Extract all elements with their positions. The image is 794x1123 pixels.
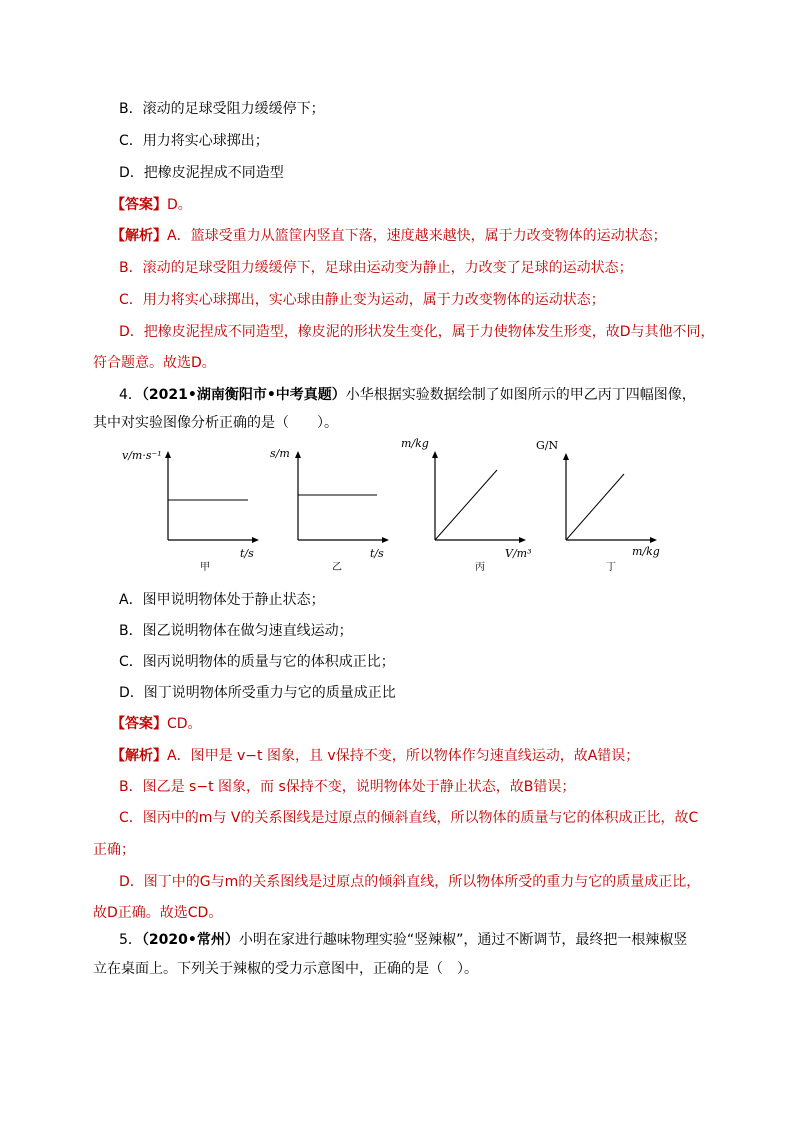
question-4-line2: 其中对实验图像分析正确的是（ ）。	[93, 415, 338, 431]
question-source: （2020•常州）	[141, 932, 239, 948]
analysis-tag: 【解析】	[111, 228, 167, 244]
graph-line	[566, 474, 624, 540]
y-axis-label: s/m	[270, 447, 290, 460]
answer-3	[111, 195, 192, 215]
question-number: 5．	[119, 932, 142, 948]
question-source: （2021•湖南衡阳市•中考真题）	[141, 387, 346, 403]
option-b: B．滚动的足球受阻力缓缓停下；	[119, 101, 325, 117]
x-axis-label: V/m³	[505, 547, 532, 560]
q4-option-a: A．图甲说明物体处于静止状态；	[119, 592, 325, 608]
graph-caption: 丙	[475, 562, 485, 573]
analysis-3-a	[111, 226, 667, 246]
graph-bing	[387, 437, 537, 579]
analysis-3-b: B．滚动的足球受阻力缓缓停下，足球由运动变为静止，力改变了足球的运动状态；	[119, 260, 633, 276]
analysis-4-c2: 正确；	[93, 842, 135, 858]
answer-text: CD。	[167, 716, 202, 732]
analysis-text: A．图甲是 v−t 图象，且 v保持不变，所以物体作匀速直线运动，故A错误；	[167, 748, 640, 764]
q4-option-c: C．图丙说明物体的质量与它的体积成正比；	[119, 654, 395, 670]
answer-text: D。	[167, 197, 192, 213]
graph-yi	[250, 445, 400, 579]
x-axis-label: t/s	[370, 547, 384, 560]
analysis-4-d2: 故D正确。故选CD。	[93, 905, 223, 921]
y-axis-label: v/m·s⁻¹	[122, 449, 162, 462]
question-text: 小明在家进行趣味物理实验“竖辣椒”，通过不断调节，最终把一根辣椒竖	[238, 932, 688, 948]
analysis-4-a	[111, 746, 639, 766]
x-axis-label: t/s	[240, 547, 254, 560]
analysis-3-d1: D．把橡皮泥捏成不同造型，橡皮泥的形状发生变化，属于力使物体发生形变，故D与其他不同，	[119, 324, 715, 340]
q4-option-b: B．图乙说明物体在做匀速直线运动；	[119, 623, 353, 639]
question-text: 小华根据实验数据绘制了如图所示的甲乙丙丁四幅图像，	[345, 387, 696, 403]
question-5-line2: 立在桌面上。下列关于辣椒的受力示意图中，正确的是（ ）。	[93, 961, 478, 977]
analysis-tag: 【解析】	[111, 748, 167, 764]
question-4	[119, 385, 696, 405]
graph-caption: 丁	[606, 562, 616, 573]
analysis-4-b: B．图乙是 s−t 图象，而 s保持不变，说明物体处于静止状态，故B错误；	[119, 779, 576, 795]
analysis-3-c: C．用力将实心球掷出，实心球由静止变为运动，属于力改变物体的运动状态；	[119, 292, 605, 308]
question-number: 4．	[119, 387, 142, 403]
analysis-4-c1: C．图丙中的m与 V的关系图线是过原点的倾斜直线，所以物体的质量与它的体积成正比，故C	[119, 810, 699, 826]
y-axis-label: G/N	[536, 439, 559, 452]
graph-caption: 甲	[200, 562, 210, 573]
graph-caption: 乙	[332, 562, 342, 573]
graph-jia	[120, 445, 270, 579]
y-axis-label: m/kg	[401, 437, 429, 450]
answer-tag: 【答案】	[111, 716, 167, 732]
x-axis-label: m/kg	[632, 545, 660, 558]
question-5	[119, 930, 687, 950]
graph-ding	[518, 439, 668, 579]
answer-4	[111, 714, 202, 734]
option-c: C．用力将实心球掷出；	[119, 133, 269, 149]
q4-option-d: D．图丁说明物体所受重力与它的质量成正比	[119, 685, 396, 701]
graph-line	[435, 470, 497, 540]
analysis-text: A．篮球受重力从篮筐内竖直下落，速度越来越快，属于力改变物体的运动状态；	[167, 228, 667, 244]
answer-tag: 【答案】	[111, 197, 167, 213]
analysis-3-d2: 符合题意。故选D。	[93, 355, 216, 371]
option-d: D．把橡皮泥捏成不同造型	[119, 165, 284, 181]
analysis-4-d1: D．图丁中的G与m的关系图线是过原点的倾斜直线，所以物体所受的重力与它的质量成正比，	[119, 874, 701, 890]
